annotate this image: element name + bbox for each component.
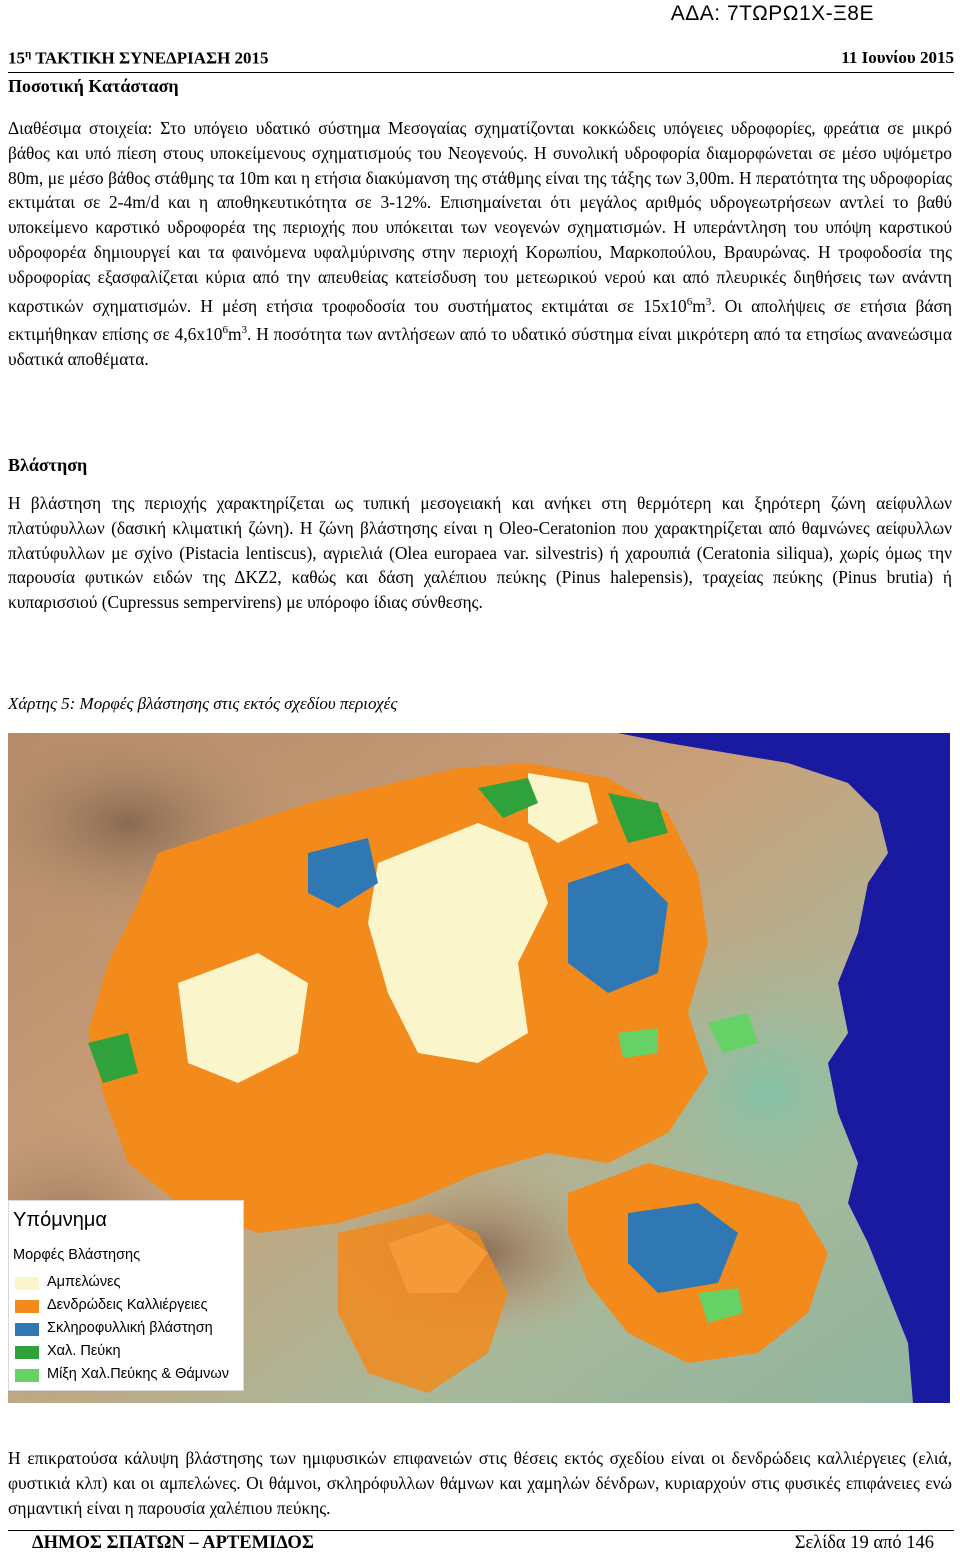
paragraph-quantity: Διαθέσιμα στοιχεία: Στο υπόγειο υδατικό σύστημα Μεσογαίας σχηματίζονται κοκκώδεις υπόγειες υδροφορίες, φρεάτια σε μικρό βάθος και υπό πίεση στους υποκείμενους σχηματισμούς του Νεογενούς. Η συνολική υδροφορία διαμορφώνεται σε μέσο υψόμετρο 80m, με μέσο βάθος στάθμης τα 10m και η ετήσια διακύμανση της στάθμης είναι της τάξης των 3,00m. Η περατότητα της υδροφορίας εκτιμάται σε 2-4m/d και η αποθηκευτικότητα σε 3-12%. Επισημαίνεται ότι μεγάλος αριθμός υδρογεωτρήσεων αντλεί το βαθύ υποκείμενο καρστικό υδροφορέα της περιοχής που υπόκειται των νεογενών σχηματισμών. Η υπεράντληση του υπόψη καρστικού υδροφορέα δημιουργεί και τα φαινόμενα υφαλμύρινσης στην περιοχή Κορωπίου, Μαρκοπούλου, Βραυρώνας. Η τροφοδοσία της υδροφορίας εξασφαλίζεται κύρια από την απευθείας κατείσδυση του μετεωρικού νερού και από πλευρικές διηθήσεις των ανάντη καρστικών σχηματισμών. Η μέση ετήσια τροφοδοσία του συστήματος εκτιμάται σε $15x10^6m^3$. Οι απολήψεις σε ετήσια βάση εκτιμήθηκαν επίσης σε $4,6x10^6m^3$. Η ποσότητα των αντλήσεων από το υδατικό σύστημα είναι μικρότερη από τα ετησίως ανανεώσιμα υδατικά αποθέματα. <box>8 118 952 369</box>
legend-label: Σκληροφυλλική βλάστηση <box>47 1320 213 1336</box>
legend-swatch <box>15 1277 39 1290</box>
map-caption: Χάρτης 5: Μορφές βλάστησης στις εκτός σχεδίου περιοχές <box>8 694 398 713</box>
patch-mix-b <box>618 1028 658 1058</box>
map-legend <box>8 1200 244 1391</box>
legend-label: Χαλ. Πεύκη <box>47 1343 121 1359</box>
footer-page-number: Σελίδα 19 από 146 <box>794 1533 934 1553</box>
page-header <box>8 48 954 73</box>
legend-label: Δενδρώδεις Καλλιέργειες <box>47 1297 208 1313</box>
legend-swatch <box>15 1300 39 1313</box>
legend-swatch <box>15 1323 39 1336</box>
paragraph-closing: Η επικρατούσα κάλυψη βλάστησης των ημιφυσικών επιφανειών στις θέσεις εκτός σχεδίου είναι οι δενδρώδεις καλλιέργειες (ελιά, φυστικιά κλπ) και οι αμπελώνες. Οι θάμνοι, σκληρόφυλλων θάμνων και χαμηλών δένδρων, κυριαρχούν στις φυσικές επιφάνειες ενώ σημαντική είναι η παρουσία χαλέπιου πεύκης. <box>8 1448 952 1518</box>
section-title-quantity: Ποσοτική Κατάσταση <box>8 76 179 96</box>
legend-label: Αμπελώνες <box>47 1274 121 1290</box>
legend-swatch <box>15 1346 39 1359</box>
legend-swatch <box>15 1369 39 1382</box>
page-footer <box>8 1530 954 1553</box>
legend-label: Μίξη Χαλ.Πεύκης & Θάμνων <box>47 1366 229 1382</box>
legend-title: Υπόμνημα <box>13 1209 107 1231</box>
paragraph-vegetation: Η βλάστηση της περιοχής χαρακτηρίζεται ως τυπική μεσογειακή και ανήκει στη θερμότερη και ξηρότερη ζώνη αείφυλλων πλατύφυλλων (δασική κλιματική ζώνη). Η ζώνη βλάστησης είναι η Oleo-Ceratonion που χαρακτηρίζεται από θαμνώνες αείφυλλων πλατύφυλλων με σχίνο (Pistacia lentiscus), αγριελιά (Olea europaea var. silvestris) ή χαρουπιά (Ceratonia siliqua), χωρίς όμως την παρουσία φυτικών ειδών της ΔΚΖ2, καθώς και δάση χαλέπιου πεύκης (Pinus halepensis), τραχείας πεύκης (Pinus brutia) ή κυπαρισσιού (Cupressus sempervirens) με υπόροφο ίδιας σύνθεσης. <box>8 493 952 613</box>
session-title: $15^\eta$ ΤΑΚΤΙΚΗ ΣΥΝΕΔΡΙΑΣΗ 2015 <box>8 48 269 68</box>
section-title-vegetation: Βλάστηση <box>8 455 88 475</box>
ada-watermark: ΑΔΑ: 7ΤΩΡΩ1Χ-Ξ8Ε <box>670 2 874 25</box>
legend-subtitle: Μορφές Βλάστησης <box>13 1247 141 1263</box>
footer-municipality: ΔΗΜΟΣ ΣΠΑΤΩΝ – ΑΡΤΕΜΙΔΟΣ <box>32 1533 314 1553</box>
session-date: 11 Ιουνίου 2015 <box>841 48 954 67</box>
